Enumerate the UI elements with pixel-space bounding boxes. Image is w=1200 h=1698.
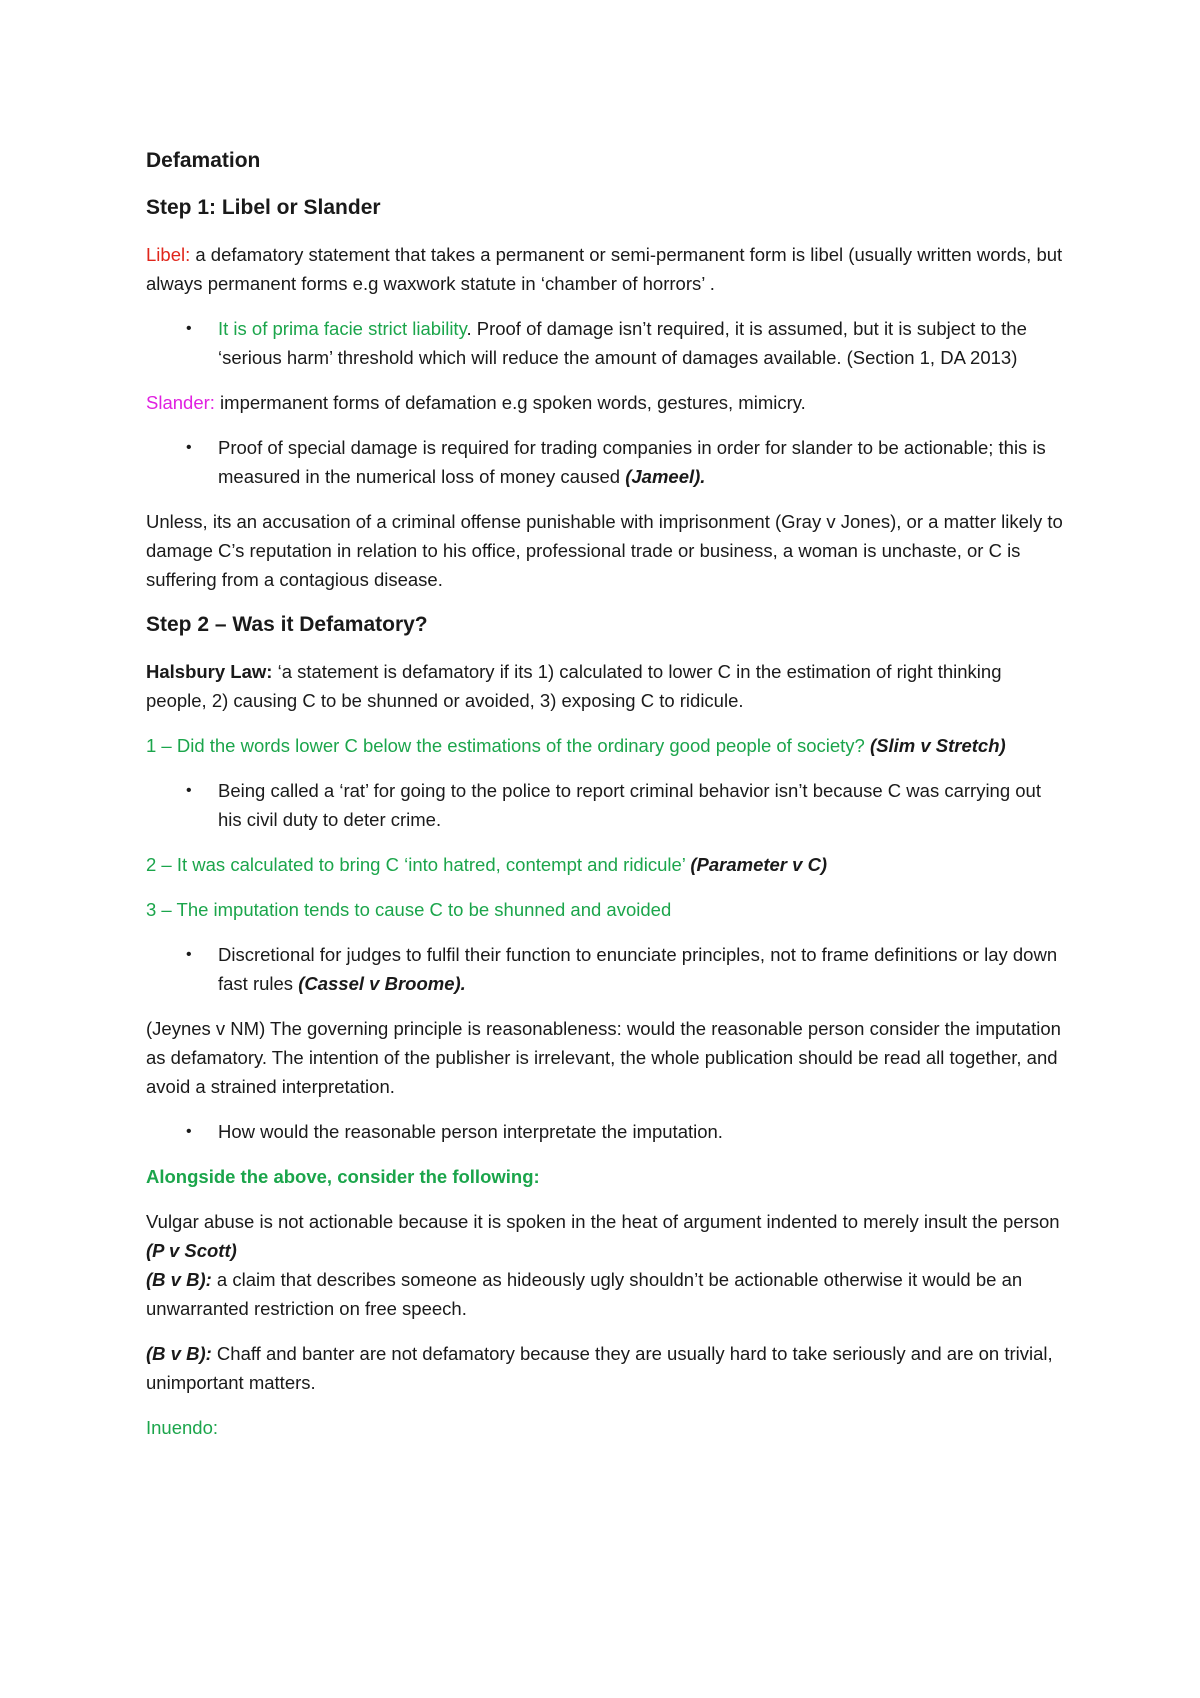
- question-2: [146, 850, 1066, 879]
- document-title: Defamation: [146, 149, 261, 172]
- bvb-ugly-text: a claim that describes someone as hideously ugly shouldn’t be actionable otherwise it would be an unwarranted restriction on free speech.: [146, 1269, 1023, 1319]
- libel-paragraph: [146, 240, 1066, 298]
- question-1: [146, 731, 1066, 760]
- case-citation: (B v B):: [146, 1343, 212, 1364]
- halsbury-paragraph: [146, 657, 1066, 715]
- libel-bullet-highlight: It is of prima facie strict liability: [218, 318, 467, 339]
- alongside-heading: Alongside the above, consider the following:: [146, 1166, 540, 1187]
- list-item: [146, 314, 1066, 372]
- step1-heading: Step 1: Libel or Slander: [146, 196, 381, 219]
- case-citation: (Cassel v Broome).: [298, 973, 466, 994]
- case-citation: (Parameter v C): [690, 854, 828, 875]
- unless-paragraph: Unless, its an accusation of a criminal offense punishable with imprisonment (Gray v Jones), or a matter likely to damage C’s reputation in relation to his office, professional trade or business, a woman is unchaste, or C is suffering from a contagious disease.: [146, 511, 1063, 590]
- bvb-ugly-paragraph: [146, 1265, 1066, 1323]
- case-citation: (Slim v Stretch): [869, 735, 1006, 756]
- question-3-bullet-text: Discretional for judges to fulfil their function to enunciate principles, not to frame definitions or lay down fast rules: [218, 944, 1058, 994]
- halsbury-text: ‘a statement is defamatory if its 1) calculated to lower C in the estimation of right thinking people, 2) causing C to be shunned or avoided, 3) exposing C to ridicule.: [146, 661, 1002, 711]
- question-1-bullet-list: [146, 776, 1066, 834]
- bullet-icon: •: [186, 320, 192, 337]
- vulgar-text: Vulgar abuse is not actionable because it is spoken in the heat of argument indented to merely insult the person: [146, 1211, 1060, 1232]
- slander-label: Slander:: [146, 392, 215, 413]
- list-item: [146, 433, 1066, 491]
- list-item: [146, 776, 1066, 834]
- question-1-text: 1 – Did the words lower C below the estimations of the ordinary good people of society?: [146, 735, 870, 756]
- bullet-icon: •: [186, 946, 192, 963]
- bullet-icon: •: [186, 782, 192, 799]
- step2-heading: Step 2 – Was it Defamatory?: [146, 613, 428, 636]
- list-item: [146, 940, 1066, 998]
- halsbury-label: Halsbury Law:: [146, 661, 273, 682]
- question-3-bullet-list: [146, 940, 1066, 998]
- question-3: [146, 895, 1066, 924]
- document-content: [146, 146, 1066, 1458]
- question-3-text: 3 – The imputation tends to cause C to be shunned and avoided: [146, 899, 672, 920]
- case-citation: (Jameel).: [625, 466, 706, 487]
- bullet-icon: •: [186, 1123, 192, 1140]
- bullet-icon: •: [186, 439, 192, 456]
- slander-bullet-text: Proof of special damage is required for trading companies in order for slander to be actionable; this is measured in the numerical loss of money caused: [218, 437, 1046, 487]
- inuendo-heading: Inuendo:: [146, 1417, 219, 1438]
- case-citation: (B v B):: [146, 1269, 212, 1290]
- libel-text: a defamatory statement that takes a permanent or semi-permanent form is libel (usually written words, but always permanent forms e.g waxwork statute in ‘chamber of horrors’ .: [146, 244, 1063, 294]
- bvb-banter-text: Chaff and banter are not defamatory because they are usually hard to take seriously and are on trivial, unimportant matters.: [146, 1343, 1053, 1393]
- libel-label: Libel:: [146, 244, 191, 265]
- vulgar-paragraph: [146, 1207, 1066, 1265]
- libel-bullet-text: . Proof of damage isn’t required, it is assumed, but it is subject to the ‘serious harm’ threshold which will reduce the amount of damages available. (Section 1, DA 2013): [218, 318, 1027, 368]
- question-1-bullet-text: Being called a ‘rat’ for going to the police to report criminal behavior isn’t because C was carrying out his civil duty to deter crime.: [218, 780, 1041, 830]
- jeynes-paragraph: (Jeynes v NM) The governing principle is reasonableness: would the reasonable person consider the imputation as defamatory. The intention of the publisher is irrelevant, the whole publication should be read all together, and avoid a strained interpretation.: [146, 1018, 1061, 1097]
- slander-paragraph: [146, 388, 1066, 417]
- bvb-banter-paragraph: [146, 1339, 1066, 1397]
- list-item: [146, 1117, 1066, 1146]
- case-citation: (P v Scott): [146, 1240, 237, 1261]
- jeynes-bullet-list: [146, 1117, 1066, 1146]
- libel-bullet-list: [146, 314, 1066, 372]
- slander-bullet-list: [146, 433, 1066, 491]
- slander-text: impermanent forms of defamation e.g spoken words, gestures, mimicry.: [214, 392, 806, 413]
- jeynes-bullet-text: How would the reasonable person interpretate the imputation.: [218, 1121, 723, 1142]
- question-2-text: 2 – It was calculated to bring C ‘into hatred, contempt and ridicule’: [146, 854, 691, 875]
